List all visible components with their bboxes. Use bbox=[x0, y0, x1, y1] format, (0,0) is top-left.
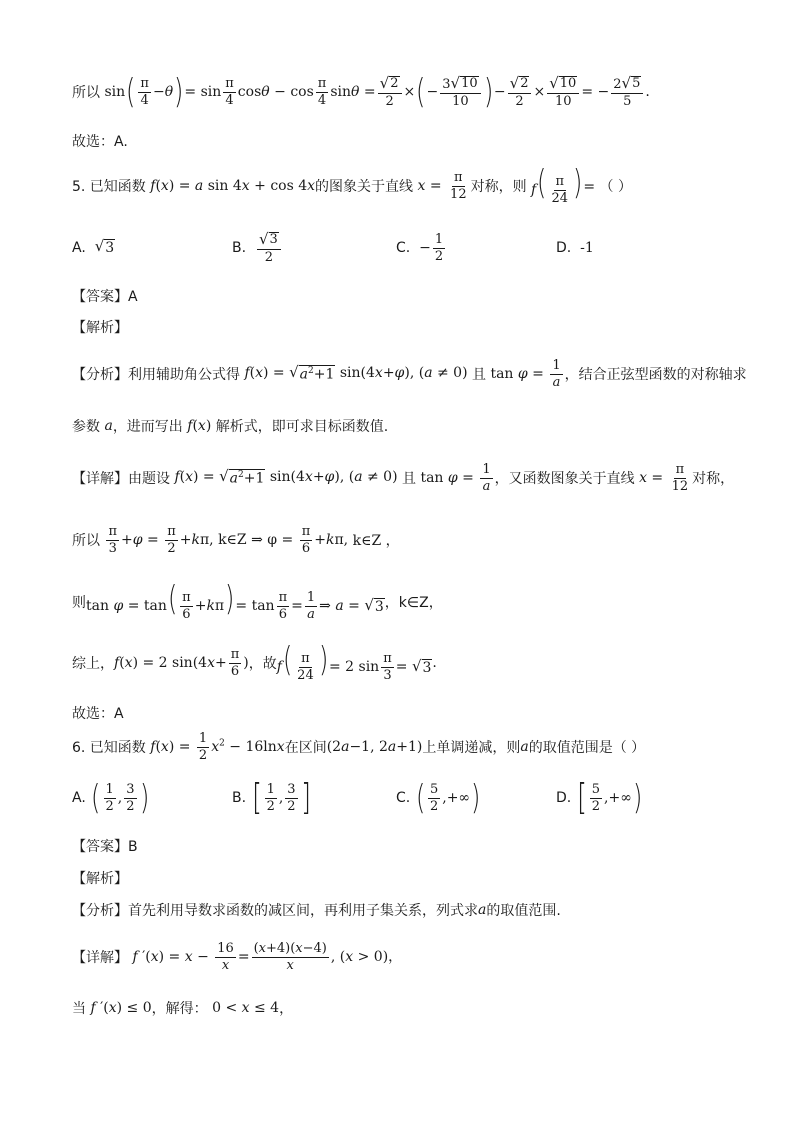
conclusion-line: 故选：A. bbox=[72, 134, 128, 150]
q5-line: x = $\frac{\pi}{12}$ bbox=[417, 169, 467, 202]
analysis-tag: 【分析】 bbox=[72, 367, 128, 383]
q5-function: f(x) = a sin 4x + cos 4x bbox=[150, 178, 316, 194]
q5-detail: 【详解】 由题设 f(x) = √ $a^2+1$ sin(4x+φ), (a ≠ 0) 且 tan φ = $\frac{1}{a}$ ，又函数图象关于直线 x = $\frac{\pi}{12}$ 对称， bbox=[72, 461, 735, 494]
q5-option-d: D. -1 bbox=[556, 240, 594, 256]
analysis-text-1: 利用辅助角公式得 bbox=[128, 367, 240, 383]
q5-option-c: C. − $\frac{1}{2}$ bbox=[396, 231, 444, 264]
math-expr-1: sin ( $\frac{\pi}{4}$ − θ ) = sin $\frac{\pi}{4}$ cos θ − cos $\frac{\pi}{4}$ sin θ = √ 2 2 × ( − 3 √ 10 10 ) − √ 2 2 × √ 10 10 = − 2 √ 5 5 . bbox=[100, 72, 650, 112]
derivation-line-so: 所以 $\frac{\pi}{3}$ +φ = $\frac{\pi}{2}$ +kπ, k∈Z ⇒ φ = $\frac{\pi}{6}$ +kπ, k∈Z ， bbox=[72, 523, 400, 556]
conclusion-5: 故选：A bbox=[72, 706, 124, 722]
q6-detail: 【详解】 f ′(x) = x − $\frac{16}{x}$ = $\frac{(x+4)(x-4)}{x}$ , (x > 0)， bbox=[72, 940, 403, 973]
derivation-line-summary: 综上， f(x) = 2 sin(4x+ $\frac{\pi}{6}$ ) ，故 f( $\frac{\pi}{24}$ )= 2 sin $\frac{\pi}{3}$ = √ 3 . bbox=[72, 640, 437, 683]
q5-text-2: 对称，则 bbox=[470, 179, 527, 195]
q5-option-a: A. √ 3 bbox=[72, 237, 115, 257]
analysis-formula: f(x) = √ $a^2+1$ sin(4x+φ), (a ≠ 0) bbox=[244, 363, 472, 383]
text-so: 所以 bbox=[72, 85, 100, 101]
derivation-line-1 bbox=[72, 70, 650, 114]
q5-option-b: B. √ 3 2 bbox=[232, 228, 283, 268]
answer-6: 【答案】B bbox=[72, 839, 138, 855]
q6-option-b: B. [ $\frac{1}{2}$ , $\frac{3}{2}$ ] bbox=[232, 777, 311, 818]
q6-option-a: A. ( $\frac{1}{2}$ , $\frac{3}{2}$ ) bbox=[72, 778, 149, 818]
q6-analysis: 【分析】 首先利用导数求函数的减区间，再利用子集关系，列式求 a 的取值范围. bbox=[72, 902, 561, 919]
q5-analysis: 【分析】 利用辅助角公式得 f(x) = √ $a^2+1$ sin(4x+φ), (a ≠ 0) 且 tan φ = $\frac{1}{a}$ ，结合正弦型函数的对称轴求 bbox=[72, 357, 747, 390]
analysis-header-6: 【解析】 bbox=[72, 871, 128, 887]
q5-number: 5. 已知函数 bbox=[72, 179, 146, 195]
q6-when: 当 f ′(x) ≤ 0 ，解得： 0 < x ≤ 4 ， bbox=[72, 1000, 294, 1017]
q5-blank: = （ ） bbox=[583, 179, 632, 195]
q5-text: 的图象关于直线 bbox=[315, 179, 414, 195]
q6-option-c: C. ( $\frac{5}{2}$ , +∞ ) bbox=[396, 778, 481, 818]
question-5 bbox=[72, 164, 632, 208]
answer-5: 【答案】A bbox=[72, 289, 138, 305]
analysis-header-5: 【解析】 bbox=[72, 320, 128, 336]
q5-target: f( $\frac{\pi}{24}$ ) bbox=[531, 163, 583, 206]
derivation-line-then: 则 tan φ = tan( $\frac{\pi}{6}$ +kπ)= tan $\frac{\pi}{6}$ = $\frac{1}{a}$ ⇒ a = √ 3 ，k∈Z， bbox=[72, 579, 443, 622]
q6-option-d: D. [ $\frac{5}{2}$ ,+∞ ) bbox=[556, 777, 643, 818]
q5-analysis-line-2: 参数 a ，进而写出 f ( x ) 解析式，即可求目标函数值. bbox=[72, 418, 389, 435]
question-6: 6. 已知函数 f(x) = $\frac{1}{2}$ $x^2 - 16\ln x$ 在区间 (2a−1, 2a+1) 上单调递减，则 a 的取值范围是（ ） bbox=[72, 730, 646, 763]
